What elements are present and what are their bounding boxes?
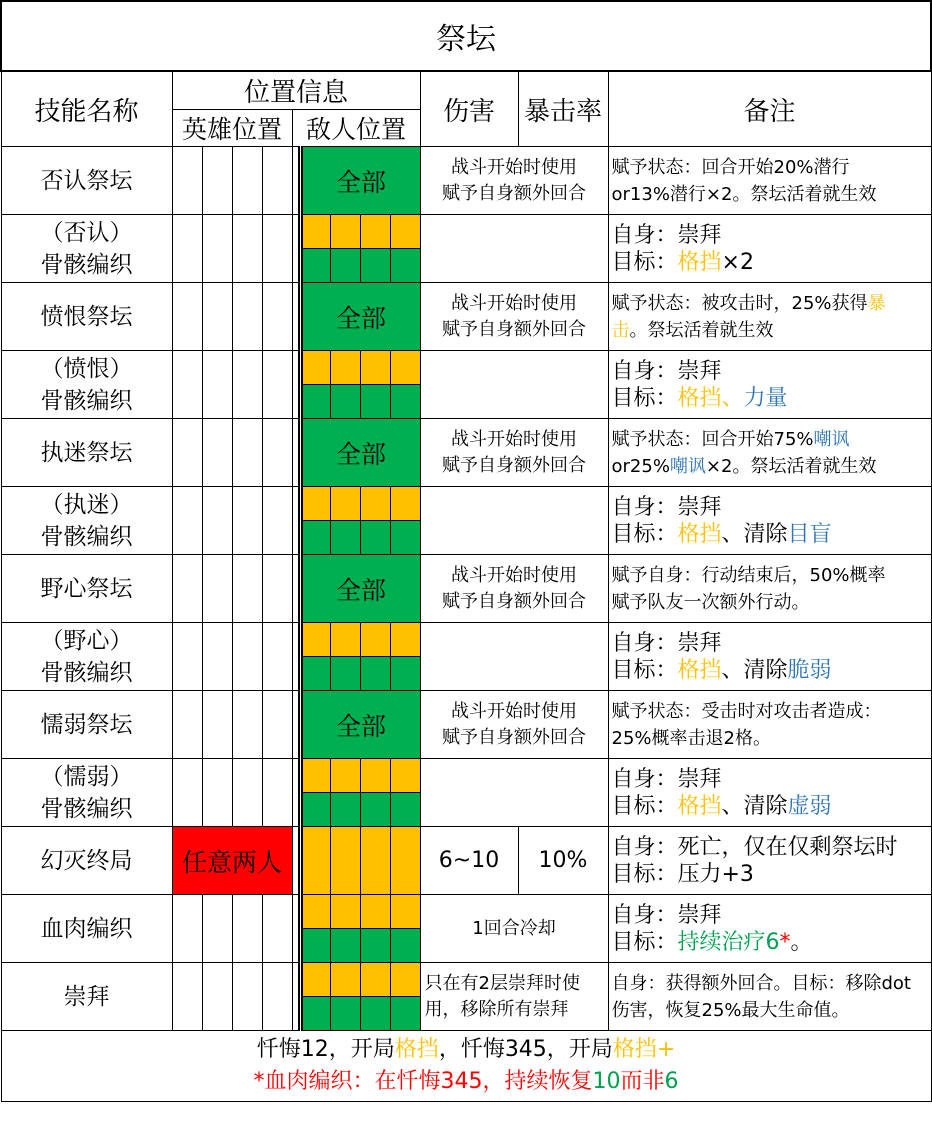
header-skill-name: 技能名称 [1, 71, 172, 147]
enemy-all-cell: 全部 [300, 691, 420, 759]
footer-line-2: *血肉编织：在忏悔345，持续恢复10而非6 [253, 1069, 679, 1094]
skill-name: （野心） 骨骸编织 [1, 623, 172, 691]
skill-name: 懦弱祭坛 [1, 691, 172, 759]
damage-note: 战斗开始时使用 赋予自身额外回合 [420, 147, 608, 215]
skill-name: （愤恨） 骨骸编织 [1, 351, 172, 419]
skill-name: （执迷） 骨骸编织 [1, 487, 172, 555]
skill-name: （否认） 骨骸编织 [1, 215, 172, 283]
damage-note: 只在有2层崇拜时使 用，移除所有崇拜 [420, 963, 608, 1031]
crit-value: 10% [518, 827, 608, 895]
skill-note: 赋予状态：受击时对攻击者造成： 25%概率击退2格。 [608, 691, 931, 759]
cooldown-note: 1回合冷却 [420, 895, 608, 963]
enemy-all-cell: 全部 [300, 147, 420, 215]
damage-note: 战斗开始时使用 赋予自身额外回合 [420, 555, 608, 623]
skill-note: 自身：崇拜 目标：格挡、清除脆弱 [608, 623, 931, 691]
skill-name: （懦弱） 骨骸编织 [1, 759, 172, 827]
skill-name: 幻灭终局 [1, 827, 172, 895]
skill-name: 血肉编织 [1, 895, 172, 963]
damage-note: 战斗开始时使用 赋予自身额外回合 [420, 691, 608, 759]
skill-note: 自身：获得额外回合。目标：移除dot 伤害，恢复25%最大生命值。 [608, 963, 931, 1031]
skill-name: 野心祭坛 [1, 555, 172, 623]
skill-name: 执迷祭坛 [1, 419, 172, 487]
damage-value: 6~10 [420, 827, 518, 895]
damage-note: 战斗开始时使用 赋予自身额外回合 [420, 419, 608, 487]
header-damage: 伤害 [420, 71, 518, 147]
skill-note: 自身：崇拜 目标：格挡、力量 [608, 351, 931, 419]
skill-name: 否认祭坛 [1, 147, 172, 215]
footer-line-1: 忏悔12，开局格挡，忏悔345，开局格挡+ [256, 1037, 676, 1062]
header-position-info: 位置信息 [172, 71, 420, 110]
header-enemy-position: 敌人位置 [292, 110, 420, 147]
hero-any-two-cell: 任意两人 [172, 827, 292, 895]
table-title: 祭坛 [1, 1, 931, 71]
header-hero-position: 英雄位置 [172, 110, 292, 147]
skill-note: 自身：崇拜 目标：持续治疗6*。 [608, 895, 931, 963]
skill-name: 愤恨祭坛 [1, 283, 172, 351]
damage-note: 战斗开始时使用 赋予自身额外回合 [420, 283, 608, 351]
skill-note: 赋予自身：行动结束后，50%概率 赋予队友一次额外行动。 [608, 555, 931, 623]
skill-note: 自身：崇拜 目标：格挡、清除目盲 [608, 487, 931, 555]
skill-note: 赋予状态：回合开始75%嘲讽 or25%嘲讽×2。祭坛活着就生效 [608, 419, 931, 487]
skill-note: 自身：崇拜 目标：格挡×2 [608, 215, 931, 283]
skill-note: 赋予状态：被攻击时，25%获得暴 击。祭坛活着就生效 [608, 283, 931, 351]
enemy-all-cell: 全部 [300, 283, 420, 351]
header-notes: 备注 [608, 71, 931, 147]
header-crit: 暴击率 [518, 71, 608, 147]
enemy-all-cell: 全部 [300, 555, 420, 623]
skill-name: 崇拜 [1, 963, 172, 1031]
footer-note [1, 1031, 931, 1102]
skill-note: 赋予状态：回合开始20%潜行 or13%潜行×2。祭坛活着就生效 [608, 147, 931, 215]
skill-note: 自身：崇拜 目标：格挡、清除虚弱 [608, 759, 931, 827]
enemy-all-cell: 全部 [300, 419, 420, 487]
skill-note: 自身：死亡，仅在仅剩祭坛时 目标：压力+3 [608, 827, 931, 895]
